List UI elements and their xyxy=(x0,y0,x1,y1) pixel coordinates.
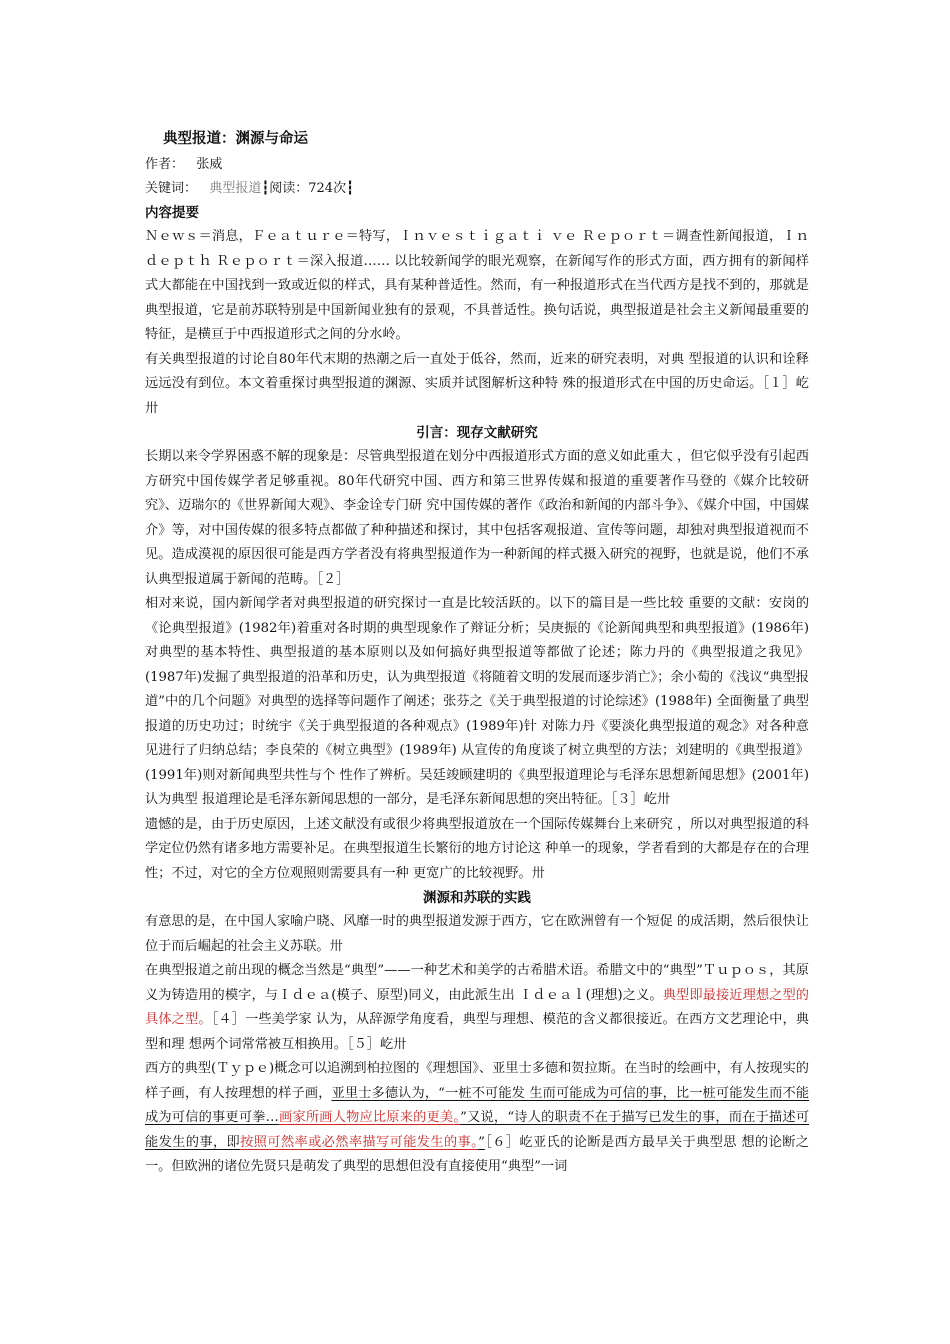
section-heading-origins: 渊源和苏联的实践 xyxy=(423,890,531,906)
article-title: 典型报道：渊源与命运 xyxy=(163,130,308,147)
body-paragraph xyxy=(145,959,809,1057)
keyword-link[interactable]: 典型报道 xyxy=(209,181,262,196)
abstract-paragraph: Ｎｅｗｓ＝消息，Ｆｅａｔｕｒｅ＝特写，Ｉｎｖｅｓｔｉｇａｔｉ ｖｅ Ｒｅｐｏｒｔ＝调查性新闻报道，Ｉｎｄｅｐｔｈ Ｒｅｐｏｒｔ＝深入报道…… 以比较新闻学的眼光观察，在新闻写作的形式方面，西方拥有的新闻样式大都能在中国找到一致或近似的样式，具有某种普适性。然而，有一种报道形式在当代西方是找不到的，那就是典型报道，它是前苏联特别是中国新闻业独有的景观，不具普适性。换句话说，典型报道是社会主义新闻最重要的特征，是横亘于中西报道形式之间的分水岭。 xyxy=(145,229,809,342)
highlighted-text: 典型即最接近理想之型的具体之型。 xyxy=(145,987,809,1027)
abstract-paragraph: 有关典型报道的讨论自80年代末期的热潮之后一直处于低谷，然而，近来的研究表明，对典 型报道的认识和诠释远远没有到位。本文着重探讨典型报道的渊源、实质并试图解析这种特 殊的报道形式在中国的历史命运。［１］屹卅 xyxy=(145,351,809,416)
paragraph-text: 西方的典型(Ｔｙｐｅ)概念可以追溯到柏拉图的《理想国》、亚里士多德和贺拉斯。在当时的绘画中，有人按现实的样子画，有人按理想的样子画， xyxy=(145,1061,809,1101)
keywords-label: 关键词： xyxy=(145,181,198,196)
underlined-quote: 亚里士多德认为，“一桩不可能发 生而可能成为可信的事，比一桩可能发生而不能成为可信的事更可拳… xyxy=(145,1085,810,1125)
author-label: 作者： xyxy=(145,157,185,172)
body-paragraph: 遗憾的是，由于历史原因，上述文献没有或很少将典型报道放在一个国际传媒舞台上来研究 ，所以对典型报道的科学定位仍然有诸多地方需要补足。在典型报道生长繁衍的地方讨论这 种单一的现象，学者看到的大都是存在的合理性；不过，对它的全方位观照则需要具有一种 更宽广的比较视野。卅 xyxy=(145,816,809,881)
author-line xyxy=(145,153,809,177)
body-paragraph xyxy=(145,1057,809,1180)
underlined-quote: ”又说，“诗人的职责不在于描写已发生的事，而在于描述可能发生的事，即 xyxy=(145,1110,810,1150)
document-page xyxy=(145,128,809,1180)
paragraph-text: 在典型报道之前出现的概念当然是“典型”——一种艺术和美学的古希腊术语。希腊文中的“典型”Ｔｕｐｏｓ，其原义为铸造用的模字，与Ｉｄｅａ(模子、原型)同义，由此派生出 Ｉｄｅａｌ(理想)之义。 xyxy=(145,963,809,1003)
keywords-line xyxy=(145,177,809,201)
paragraph-text: ［６］屹亚氏的论断是西方最早关于典型思 想的论断之一。但欧洲的诸位先贤只是萌发了典型的思想但没有直接使用“典型”一词 xyxy=(145,1134,809,1174)
body-paragraph: 有意思的是，在中国人家喻户晓、风靡一时的典型报道发源于西方，它在欧洲曾有一个短促 的成活期，然后很快让位于而后崛起的社会主义苏联。卅 xyxy=(145,914,809,954)
highlighted-quote: 画家所画人物应比原来的更美。 xyxy=(278,1110,461,1125)
body-paragraph: 长期以来令学界困惑不解的现象是：尽管典型报道在划分中西报道形式方面的意义如此重大 ，但它似乎没有引起西方研究中国传媒学者足够重视。80年代研究中国、西方和第三世界传媒和报道的重要著作马登的《媒介比较研究》、迈瑞尔的《世界新闻大观》、李金诠专门研 究中国传媒的著作《政治和新闻的内部斗争》、《媒介中国，中国媒介》等，对中国传媒的很多特点都做了种种描述和探讨，其中包括客观报道、宣传等问题，却独对典型报道视而不见。造成漠视的原因很可能是西方学者没有将典型报道作为一种新闻的样式摄入研究的视野，也就是说，他们不承认典型报道属于新闻的范畴。［２］ xyxy=(145,449,809,587)
highlighted-quote: 按照可然率或必然率描写可能发生的事。 xyxy=(240,1134,479,1150)
read-count: ┇阅读：724次┇ xyxy=(261,181,354,196)
author-name: 张威 xyxy=(196,157,223,172)
body-paragraph: 相对来说，国内新闻学者对典型报道的研究探讨一直是比较活跃的。以下的篇目是一些比较 重要的文献：安岗的《论典型报道》(1982年)着重对各时期的典型现象作了辩证分析；吴庚振的《论新闻典型和典型报道》(1986年)对典型的基本特性、典型报道的基本原则以及如何搞好典型报道等都做了论述；陈力丹的《典型报道之我见》(1987年)发掘了典型报道的沿革和历史，认为典型报道《将随着文明的发展而逐步消亡》；余小萄的《浅议“典型报道”中的几个问题》对典型的选择等问题作了阐述；张芬之《关于典型报道的讨论综述》(1988年) 全面衡量了典型报道的历史功过；时统宇《关于典型报道的各种观点》(1989年)针 对陈力丹《要淡化典型报道的观念》对各种意见进行了归纳总结；李良荣的《树立典型》(1989年) 从宣传的角度谈了树立典型的方法；刘建明的《典型报道》(1991年)则对新闻典型共性与个 性作了辨析。吴廷竣顾建明的《典型报道理论与毛泽东思想新闻思想》(2001年)认为典型 报道理论是毛泽东新闻思想的一部分，是毛泽东新闻思想的突出特征。［３］屹卅 xyxy=(145,596,809,807)
underlined-quote: ” xyxy=(478,1134,485,1150)
section-heading-introduction: 引言：现存文献研究 xyxy=(416,425,538,441)
paragraph-text: ［４］一些美学家 认为，从辞源学角度看，典型与理想、模范的含义都很接近。在西方文艺理论中，典型和理 想两个词常常被互相换用。［５］屹卅 xyxy=(145,1012,809,1052)
abstract-heading: 内容提要 xyxy=(145,205,199,221)
